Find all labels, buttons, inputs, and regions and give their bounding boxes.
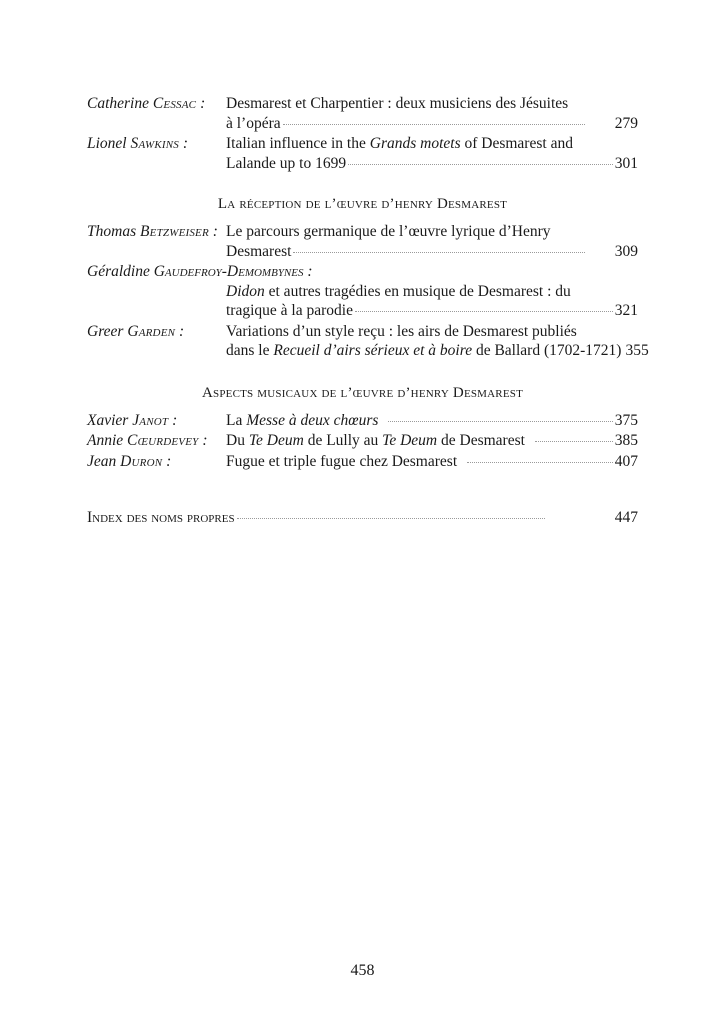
title-line: tragique à la parodie bbox=[226, 302, 353, 319]
title-text: de Lully au bbox=[303, 432, 383, 449]
title-text: La bbox=[226, 411, 247, 429]
author-last-name: Sawkins bbox=[130, 135, 179, 152]
title-italic: Messe à deux chœurs bbox=[246, 411, 379, 429]
section-heading: La réception de l’œuvre d’henry Desmarest bbox=[217, 196, 508, 212]
title-line: Desmarest bbox=[226, 242, 292, 260]
section-heading: Aspects musicaux de l’œuvre d’henry Desmarest bbox=[202, 384, 523, 401]
entry-title bbox=[226, 411, 638, 431]
title-text: de Ballard (1702-1721) bbox=[472, 342, 622, 359]
author-last-name: Betzweiser bbox=[139, 223, 209, 240]
title-text: of Desmarest and bbox=[460, 135, 573, 152]
table-of-contents bbox=[87, 94, 649, 528]
dot-leader bbox=[355, 310, 613, 312]
entry-title bbox=[226, 134, 638, 173]
toc-entry bbox=[87, 411, 638, 431]
title-line: Le parcours germanique de l’œuvre lyrique d’Henry bbox=[226, 223, 551, 240]
author-first-name: Thomas bbox=[87, 223, 137, 240]
title-text: de Desmarest bbox=[437, 432, 525, 449]
author: Jean Duron : bbox=[87, 452, 172, 470]
page-ref: 355 bbox=[625, 342, 649, 359]
entry-title bbox=[226, 222, 638, 261]
title-line: Lalande up to 1699 bbox=[226, 154, 347, 172]
page-ref: 407 bbox=[614, 452, 638, 470]
author-last-name: Garden bbox=[127, 322, 176, 340]
entry-title bbox=[226, 431, 638, 451]
author-last-name: Duron bbox=[120, 452, 163, 470]
author-first-name: Xavier bbox=[87, 411, 129, 429]
toc-entry bbox=[87, 222, 638, 261]
page-ref: 447 bbox=[614, 509, 638, 526]
title-italic: Grands motets bbox=[369, 135, 461, 152]
page-ref: 301 bbox=[614, 154, 638, 172]
page-ref: 279 bbox=[614, 114, 638, 132]
title-italic: Didon bbox=[226, 282, 265, 300]
author-last-name: Cœurdevey bbox=[127, 432, 199, 449]
toc-entry bbox=[87, 262, 638, 321]
author: Xavier Janot : bbox=[87, 411, 178, 429]
toc-entry bbox=[87, 134, 638, 173]
title-text: Italian influence in the bbox=[226, 135, 370, 152]
entry-title bbox=[226, 94, 638, 133]
entry-title bbox=[226, 322, 649, 361]
author-first-name: Géraldine bbox=[87, 263, 150, 280]
dot-leader bbox=[237, 517, 545, 519]
dot-leader bbox=[293, 251, 584, 253]
page-ref: 309 bbox=[614, 242, 638, 260]
toc-entry bbox=[87, 322, 649, 361]
author-first-name: Lionel bbox=[87, 135, 127, 152]
page-number: 458 bbox=[350, 962, 375, 979]
toc-entry bbox=[87, 431, 638, 451]
author-first-name: Catherine bbox=[87, 95, 149, 112]
title-italic: Recueil d’airs sérieux et à boire bbox=[273, 342, 473, 359]
dot-leader bbox=[283, 123, 585, 125]
title-line: Desmarest et Charpentier : deux musiciens des Jésuites bbox=[226, 95, 569, 112]
title-text: dans le bbox=[226, 342, 274, 359]
author-first-name: Greer bbox=[87, 322, 124, 340]
author: Lionel Sawkins : bbox=[87, 135, 189, 152]
title-line bbox=[226, 282, 571, 302]
title-line bbox=[226, 431, 525, 451]
author: Thomas Betzweiser : bbox=[87, 223, 218, 240]
author: Catherine Cessac : bbox=[87, 95, 206, 112]
author: Annie Cœurdevey : bbox=[87, 432, 208, 449]
title-line: Variations d’un style reçu : les airs de Desmarest publiés bbox=[226, 322, 577, 340]
title-line: à l’opéra bbox=[226, 114, 281, 132]
dot-leader bbox=[535, 440, 613, 442]
author-first-name: Annie bbox=[87, 432, 124, 449]
title-text: Du bbox=[226, 432, 249, 449]
page-ref: 375 bbox=[614, 411, 638, 429]
dot-leader bbox=[467, 461, 613, 463]
title-line bbox=[226, 411, 378, 431]
page-ref: 385 bbox=[614, 432, 638, 449]
author-last-name: Gaudefroy-Demombynes bbox=[153, 263, 304, 280]
dot-leader bbox=[388, 420, 612, 422]
title-line bbox=[226, 134, 573, 154]
toc-entry bbox=[87, 452, 638, 472]
dot-leader bbox=[348, 163, 613, 165]
title-italic: Te Deum bbox=[248, 432, 304, 449]
title-line: Fugue et triple fugue chez Desmarest bbox=[226, 452, 458, 470]
index-label: Index des noms propres bbox=[87, 509, 235, 526]
author: Géraldine Gaudefroy-Demombynes : bbox=[87, 263, 313, 280]
author-last-name: Cessac bbox=[152, 95, 197, 112]
author-last-name: Janot bbox=[132, 411, 169, 429]
entry-title bbox=[226, 452, 638, 472]
author: Greer Garden : bbox=[87, 322, 185, 340]
toc-entry bbox=[87, 94, 638, 133]
index-entry bbox=[87, 508, 638, 528]
title-line bbox=[226, 341, 621, 361]
title-italic: Te Deum bbox=[382, 432, 438, 449]
page-ref: 321 bbox=[614, 302, 638, 319]
title-text: et autres tragédies en musique de Desmarest : du bbox=[264, 282, 571, 300]
author-first-name: Jean bbox=[87, 452, 117, 470]
entry-title bbox=[226, 282, 638, 321]
